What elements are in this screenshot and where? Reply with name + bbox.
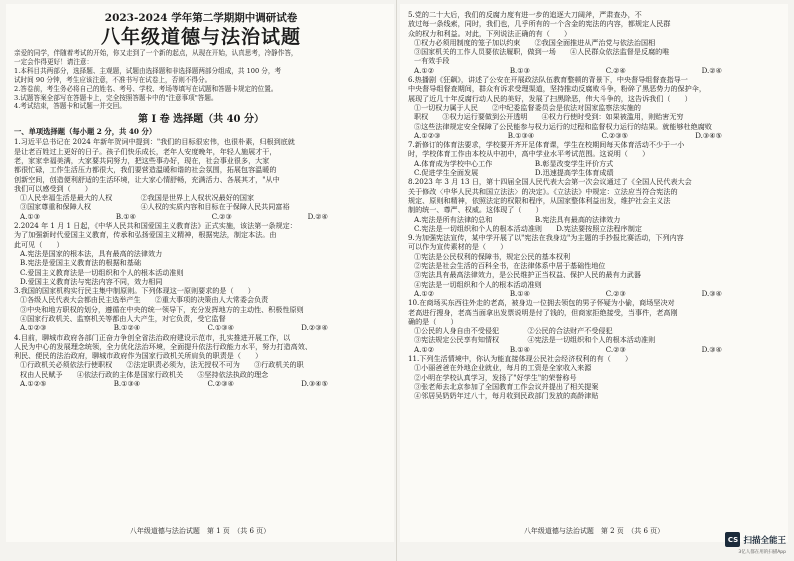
question-option: ①公民的人身自由不受侵犯 ②公民的合法财产不受侵犯	[414, 326, 613, 336]
answer-choice: B.①④	[509, 344, 530, 354]
question-text: 4.目前，聊城市政府各部门正奋力争创全省法治政府建设示范市，扎实推进开展工作，以	[14, 332, 291, 342]
question-4	[14, 333, 388, 389]
answer-choice: A.①③	[20, 211, 41, 221]
question-option: ①宪法是公民权利的保障书，规定公民的基本权利	[414, 251, 571, 261]
notice-item: 2.答卷前，考生务必将自己的姓名、考号、学校、考场等填写在试题和答题卡规定的位置。	[14, 84, 278, 93]
exam-page-left	[6, 4, 394, 542]
question-text: 可以作为宣传素材的是（ ）	[408, 242, 508, 252]
question-text: 6.热播剧《狂飙》，讲述了公安在开展政法队伍教育整顿的背景下，中央督导组督查指导一	[408, 75, 688, 85]
question-7	[408, 140, 782, 177]
scanner-tagline: 3亿人都在用的扫描App	[738, 550, 786, 555]
question-option: ①人民幸福生活是最大的人权 ②我国是世界上人权状况最好的国家	[20, 193, 255, 203]
answer-choice: A.①②⑤	[20, 379, 47, 389]
subject-title: 八年级道德与法治试题	[100, 26, 301, 48]
question-8	[408, 177, 782, 233]
answer-choice: C.②③④	[207, 379, 234, 389]
question-text: 利民、便民的法治政府，聊城市政府作为国家行政机关所肩负的职责是（ ）	[14, 351, 263, 361]
question-option: ④国家行政机关、监察机关等都由人大产生，对它负责，受它监督	[20, 313, 226, 323]
question-text: 此可见（ ）	[14, 239, 64, 249]
subsection-title: 一、单项选择题（每小题 2 分，共 40 分）	[14, 127, 157, 137]
question-text: 9.为加强宪法宣传，某中学开展了以"宪法在我身边"为主题的手抄报比赛活动，下列内容	[408, 233, 684, 243]
question-option: ①行政机关必须依法行使职权 ②法定职责必须为，法无授权不可为 ③行政机关的职	[20, 360, 304, 370]
question-option: ④邻居吴奶奶年过八十，每月收到民政部门发放的高龄津贴	[414, 391, 599, 401]
question-option: ⑤这些法律规定安全保障了公民能参与权力运行的过程和监督权力运行的结果。就能够杜绝腐败	[414, 121, 712, 131]
question-text: 众的权力和利益。对此，下列说法正确的有（ ）	[408, 28, 572, 38]
notice-item: 3.试题答案全部写在答题卡上，完全按照答题卡中的"注意事项"答题。	[14, 93, 218, 102]
question-option: ①各级人民代表大会都由民主选举产生 ②重大事项的决策由人大常委会负责	[20, 295, 269, 305]
question-text: 是让老百姓过上更好的日子。孩子们快乐成长，老年人安度晚年，年轻人施展才干，	[14, 146, 277, 156]
answer-choice: D.③④⑤	[301, 379, 328, 389]
question-option: ③中央和地方职权的划分，遵循在中央的统一领导下，充分发挥地方的主动性、积极性原则	[20, 304, 304, 314]
question-2	[14, 221, 388, 286]
answer-choice: B.①③④	[113, 379, 141, 389]
answer-choice: C.②③	[211, 211, 232, 221]
question-option: ③宪法具有最高法律效力，是公民维护正当权益、保护人民的最有力武器	[414, 270, 641, 280]
notice-item: 试时间 90 分钟，考生应该注意，不准书写在试卷上，否则不得分。	[14, 75, 212, 84]
question-option: B.宪法是爱国主义教育法的根据和基础	[20, 258, 141, 268]
notice-intro: 亲爱的同学，伴随着考试的开始，你又走到了一个新的起点，从现在开始，认真思考，冷静作答，	[14, 49, 298, 57]
question-text: 2.2024 年 1 月 1 日起，《中华人民共和国爱国主义教育法》正式实施，该法第一条规定：	[14, 221, 297, 231]
notice-item: 1.本科目共两部分，选择题、主观题，试题由选择题和非选择题两部分组成，共 100 分，考	[14, 66, 282, 75]
answer-choice: D.②③④	[301, 323, 328, 333]
question-option: D.爱国主义教育法与宪法内容不同，效力相同	[20, 276, 163, 286]
question-option: C.爱国主义教育法是一切组织和个人的根本活动准则	[20, 267, 184, 277]
answer-choice: B.①③	[509, 65, 530, 75]
question-text: 7.新修订的体育法要求，学校要开齐开足体育课，学生在校期间每天体育活动不少于一小	[408, 140, 685, 150]
question-1	[14, 137, 388, 221]
question-text: 放过每一条线索，同时，我们也，几乎所有的一个含金的宪法的内容，都规定人民群	[408, 19, 671, 29]
exam-notice	[14, 49, 388, 111]
question-option: A.宪法是所有法律的总和 B.宪法具有最高的法律效力	[414, 214, 621, 224]
question-option: C.宪法是一切组织和个人的根本活动准则 D.宪法要按照立法程序制定	[414, 223, 642, 233]
question-option: ③国家尊重和保障人权 ④人权的实质内容和目标在于保障人民共同富裕	[20, 202, 290, 212]
question-option: 一有效手段	[414, 56, 450, 66]
question-option: ③宪法规定公民享有知情权 ④宪法是一切组织和个人的根本活动准则	[414, 335, 656, 345]
question-9	[408, 233, 782, 298]
question-text: 确的是（ ）	[408, 316, 458, 326]
question-option: A.体育成为学校中心工作 B.彰显改变学生评价方式	[414, 158, 614, 168]
answer-choices	[408, 66, 782, 75]
question-text: 人民为中心的发展理念统领，全力优化法治环境，全面提升依法行政能力水平，努力打造高效、	[14, 341, 312, 351]
answer-choices	[14, 323, 388, 332]
question-option: ①权力必须用制度的笼子加以约束 ②我国全面推进从严治党与依法治国相	[414, 37, 656, 47]
answer-choice: D.③④⑤	[695, 130, 722, 140]
question-text: 时，学校体育工作由本校从中初中，高中学业水平考试范围。这说明（ ）	[408, 149, 650, 159]
question-text: 老高进行搜身，老高当面拿出发票说明是付了钱的，但商家拒绝接受，当事件，老高刚	[408, 307, 678, 317]
question-option: 职权 ③权力运行要做到公开透明 ④权力行使时受到：如果被滥用，则贻害无穷	[414, 112, 684, 122]
answer-choice: D.②④	[307, 211, 328, 221]
question-option: C.促进学生全面发展 D.迅速提高学生体育成绩	[414, 168, 614, 178]
answer-choice: A.①②	[414, 344, 435, 354]
answer-choices	[408, 345, 782, 354]
question-text: 创新空间，创造便利舒适的生活环境，让大家心情舒畅，充满活力、各展其才，"从中	[14, 174, 280, 184]
answer-choice: C.②③	[605, 344, 626, 354]
notice-intro-2: 一定会作得更好！请注意：	[14, 57, 94, 66]
question-text: 为了加强新时代爱国主义教育，传承和弘扬爱国主义精神，根据宪法，制定本法。由	[14, 230, 277, 240]
question-3	[14, 286, 388, 332]
question-text: 关于修改〈中华人民共和国立法法〉的决定》。《立法法》中规定：立法应当符合宪法的	[408, 186, 678, 196]
question-option: ②宪法是社会生活的百科全书，在法律体系中居于基础性地位	[414, 261, 606, 271]
exam-title: 2023-2024 学年第二学期期中调研试卷	[104, 12, 298, 24]
question-option: ①一切权力属于人民 ②中纪委监督委员会是依法对国家监察法实施的	[414, 102, 641, 112]
section-title: 第 I 卷 选择题（共 40 分）	[137, 114, 264, 126]
question-text: 5.党的二十大后，我们的反腐力度有进一步的追逐大刀阔斧，严肃查办，不	[408, 10, 642, 19]
question-option: ①小丽爸爸在外地企业就业，每月的工资是全家收入来源	[414, 363, 592, 373]
question-option: ③张老师去北京参加了全国教育工作会议并提出了相关提案	[414, 381, 599, 391]
question-10	[408, 298, 782, 354]
question-6	[408, 75, 782, 140]
page-fold-divider	[396, 0, 397, 561]
question-text: 老，家家幸福美满，大家要共同努力，把这些事办好，现在，社会事业很多，大家	[14, 155, 270, 165]
answer-choices	[408, 289, 782, 298]
answer-choice: B.①④	[509, 288, 530, 298]
question-text: 展现了近几十年反腐行动人民的美好，发展了扫黑除恶，伟大斗争的，这告诉我们（ ）	[408, 93, 692, 103]
question-text: 10.在商场买东西往外走的老高，被身边一位拥去领包的男子怀疑为小偷，商场坚决对	[408, 298, 675, 308]
answer-choices	[14, 212, 388, 221]
question-option: A.宪法是国家的根本法，具有最高的法律效力	[20, 248, 163, 258]
question-text: 我们可以感受到（ ）	[14, 183, 93, 193]
answer-choice: D.②④	[701, 65, 722, 75]
answer-choice: C.②④	[605, 65, 626, 75]
question-option: ④宪法是一切组织和个人的根本活动准则	[414, 279, 542, 289]
answer-choices	[14, 379, 388, 388]
left-page-content	[14, 10, 388, 388]
question-option: ②小明在学校认真学习，发扬了"好学生"的荣誉称号	[414, 372, 577, 382]
answer-choice: A.①②③	[20, 323, 47, 333]
question-11	[408, 354, 782, 400]
answer-choice: C.②③⑤	[601, 130, 628, 140]
question-option: 权由人民赋予 ④依法行政的主体是国家行政机关 ⑤坚持依法执政的理念	[20, 369, 269, 379]
question-option: ③国家机关的工作人员要依法履职，做到一场 ④人民群众依法监督是反腐的唯	[414, 47, 670, 57]
answer-choice: C.①③④	[207, 323, 234, 333]
answer-choice: B.①④	[115, 211, 136, 221]
question-text: 中央督导组督查期间，群众有诉求受理渠道，坚持推动反腐败斗争，粉碎了黑恶势力的保护伞，	[408, 84, 706, 94]
right-page-content	[408, 10, 782, 400]
answer-choice: D.③④	[701, 344, 722, 354]
answer-choice: A.①②	[414, 65, 435, 75]
question-text: 都很忙碌，工作生活压力都很大，我们要营造温暖和谐的社会氛围，拓展包容温暖的	[14, 165, 277, 175]
question-text: 制的统一、尊严、权威。这体现了（ ）	[408, 205, 543, 215]
answer-choice: D.③④	[701, 288, 722, 298]
question-text: 规定、原则和精神，依照法定的权限和程序，从国家整体利益出发，维护社会主义法	[408, 195, 671, 205]
answer-choice: A.①②③	[414, 130, 441, 140]
answer-choice: B.①②④	[113, 323, 141, 333]
question-text: 8.2023 年 3 月 13 日，第十四届全国人民代表大会第一次会议通过了《全国人民代表大会	[408, 177, 692, 187]
notice-item: 4.考试结束，答题卡和试题一并交回。	[14, 102, 126, 111]
scanner-logo	[725, 532, 786, 547]
answer-choices	[408, 131, 782, 140]
camscanner-icon: CS	[725, 532, 740, 547]
question-text: 11.下列生活情境中，你认为能直接体现公民社会经济权利的有（ ）	[408, 353, 633, 363]
scanner-app-name: 扫描全能王	[743, 535, 786, 546]
answer-choice: B.①③④	[507, 130, 535, 140]
question-5	[408, 10, 782, 75]
answer-choice: A.①②	[414, 288, 435, 298]
question-text: 1.习近平总书记在 2024 年新年贺词中提到："我们的目标很宏伟，也很朴素，归根到底就	[14, 137, 295, 147]
page-footer: 八年级道德与法治试题 第 1 页 （共 6 页）	[129, 527, 271, 535]
answer-choice: C.②③	[605, 288, 626, 298]
page-footer: 八年级道德与法治试题 第 2 页 （共 6 页）	[523, 527, 665, 535]
exam-page-right	[400, 4, 788, 542]
question-text: 3.我国的国家机构实行民主集中制原则。下列体现这一原则要求的是（ ）	[14, 286, 255, 296]
